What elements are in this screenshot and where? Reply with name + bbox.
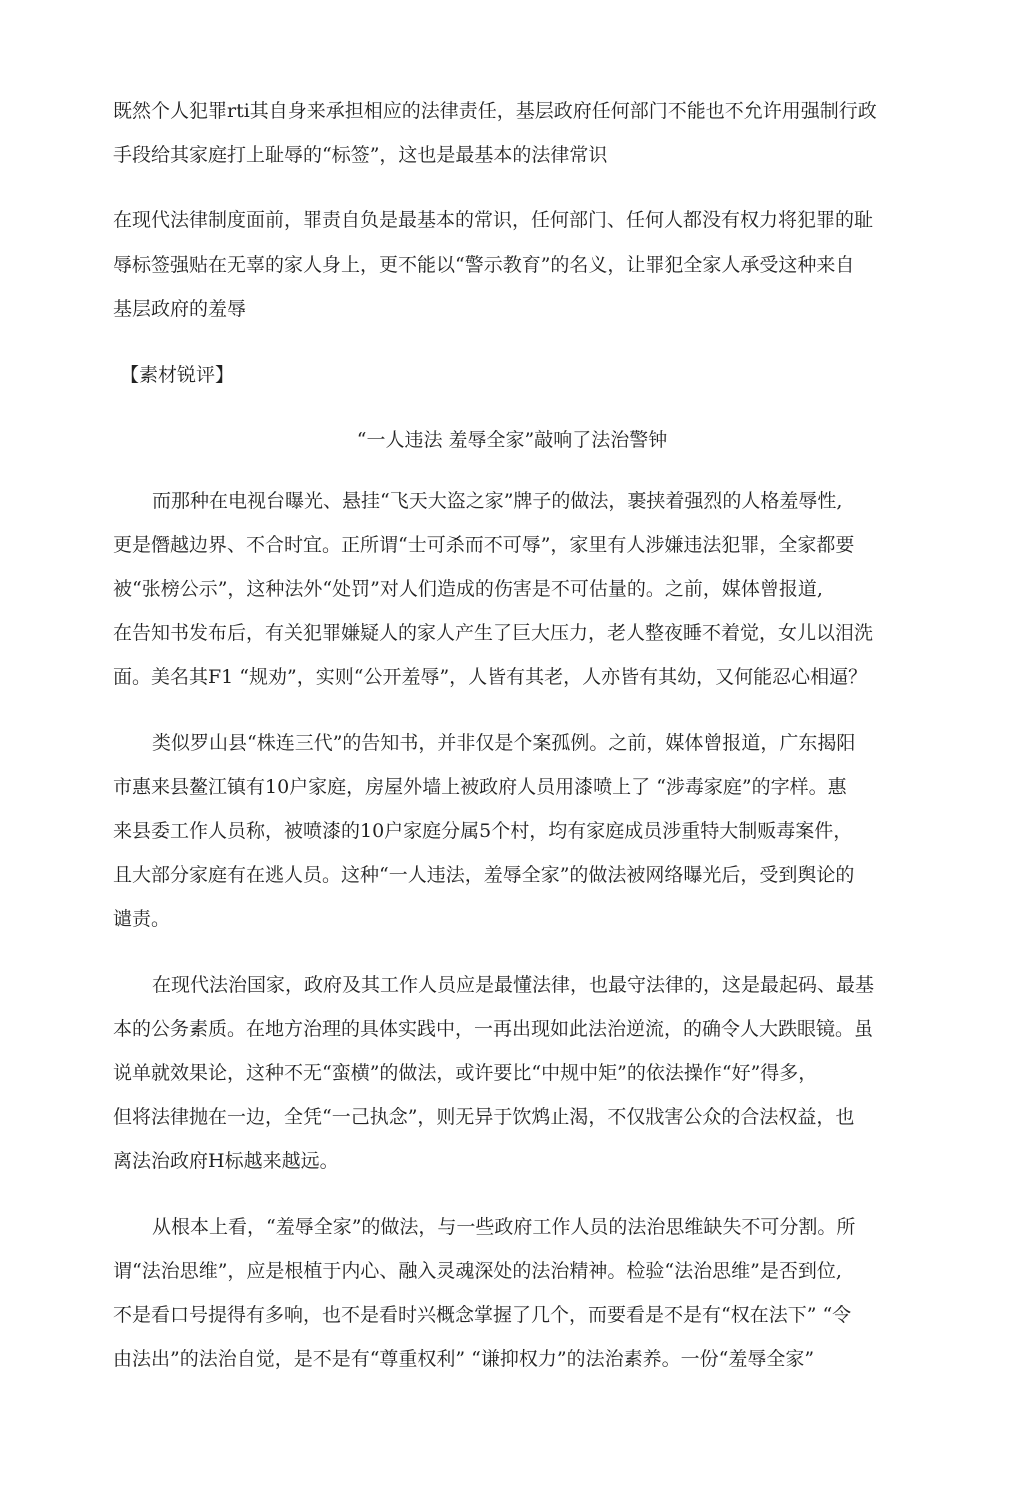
intro-p2-line-2: 辱标签强贴在无辜的家人身上，更不能以“警示教育”的名义，让罪犯全家人承受这种来自	[113, 254, 855, 276]
para1-line-1: 而那种在电视台曝光、悬挂“飞天大盗之家”牌子的做法，裹挟着强烈的人格羞辱性,	[152, 490, 843, 512]
para1-line-4: 在告知书发布后，有关犯罪嫌疑人的家人产生了巨大压力，老人整夜睡不着觉，女儿以泪洗	[113, 622, 874, 644]
para2-line-2: 市惠来县鳌江镇有10户家庭，房屋外墙上被政府人员用漆喷上了 “涉毒家庭”的字样。惠	[113, 776, 847, 798]
para3-line-3: 说单就效果论，这种不无“蛮横”的做法，或许要比“中规中矩”的依法操作“好”得多，	[113, 1062, 818, 1084]
para2-line-5: 谴责。	[113, 908, 171, 930]
para3-line-1: 在现代法治国家，政府及其工作人员应是最懂法律，也最守法律的，这是最起码、最基	[152, 974, 875, 996]
intro-p1-line-1: 既然个人犯罪rti其自身来承担相应的法律责任，基层政府任何部门不能也不允许用强制行政	[113, 100, 877, 122]
para4-line-3: 不是看口号提得有多响，也不是看时兴概念掌握了几个，而要看是不是有“权在法下” “令	[113, 1304, 852, 1326]
para3-line-4: 但将法律抛在一边，全凭“一己执念”，则无异于饮鸩止渴，不仅戕害公众的合法权益，也	[113, 1106, 855, 1128]
para4-line-2: 谓“法治思维”，应是根植于内心、融入灵魂深处的法治精神。检验“法治思维”是否到位,	[113, 1260, 842, 1282]
para2-line-4: 且大部分家庭有在逃人员。这种“一人违法，羞辱全家”的做法被网络曝光后，受到舆论的	[113, 864, 855, 886]
para1-line-2: 更是僭越边界、不合时宜。正所谓“士可杀而不可辱”，家里有人涉嫌违法犯罪，全家都要	[113, 534, 855, 556]
section-label: 【素材锐评】	[120, 364, 235, 386]
para3-line-5: 离法治政府H标越来越远。	[113, 1150, 339, 1172]
para4-line-4: 由法出”的法治自觉，是不是有“尊重权利” “谦抑权力”的法治素养。一份“羞辱全家”	[113, 1348, 815, 1370]
para2-line-1: 类似罗山县“株连三代”的告知书，并非仅是个案孤例。之前，媒体曾报道，广东揭阳	[152, 732, 856, 754]
intro-p2-line-1: 在现代法律制度面前，罪责自负是最基本的常识，任何部门、任何人都没有权力将犯罪的耻	[113, 209, 874, 231]
intro-p2-line-3: 基层政府的羞辱	[113, 298, 247, 320]
intro-p1-line-2: 手段给其家庭打上耻辱的“标签”，这也是最基本的法律常识	[113, 144, 608, 166]
article-title: “一人违法 羞辱全家”敲响了法治警钟	[356, 429, 668, 451]
para3-line-2: 本的公务素质。在地方治理的具体实践中，一再出现如此法治逆流，的确令人大跌眼镜。虽	[113, 1018, 874, 1040]
para1-line-5: 面。美名其F1 “规劝”，实则“公开羞辱”，人皆有其老，人亦皆有其幼，又何能忍心相逼？	[113, 666, 868, 688]
para4-line-1: 从根本上看，“羞辱全家”的做法，与一些政府工作人员的法治思维缺失不可分割。所	[152, 1216, 856, 1238]
para1-line-3: 被“张榜公示”，这种法外“处罚”对人们造成的伤害是不可估量的。之前，媒体曾报道,	[113, 578, 823, 600]
para2-line-3: 来县委工作人员称，被喷漆的10户家庭分属5个村，均有家庭成员涉重特大制贩毒案件，	[113, 820, 853, 842]
